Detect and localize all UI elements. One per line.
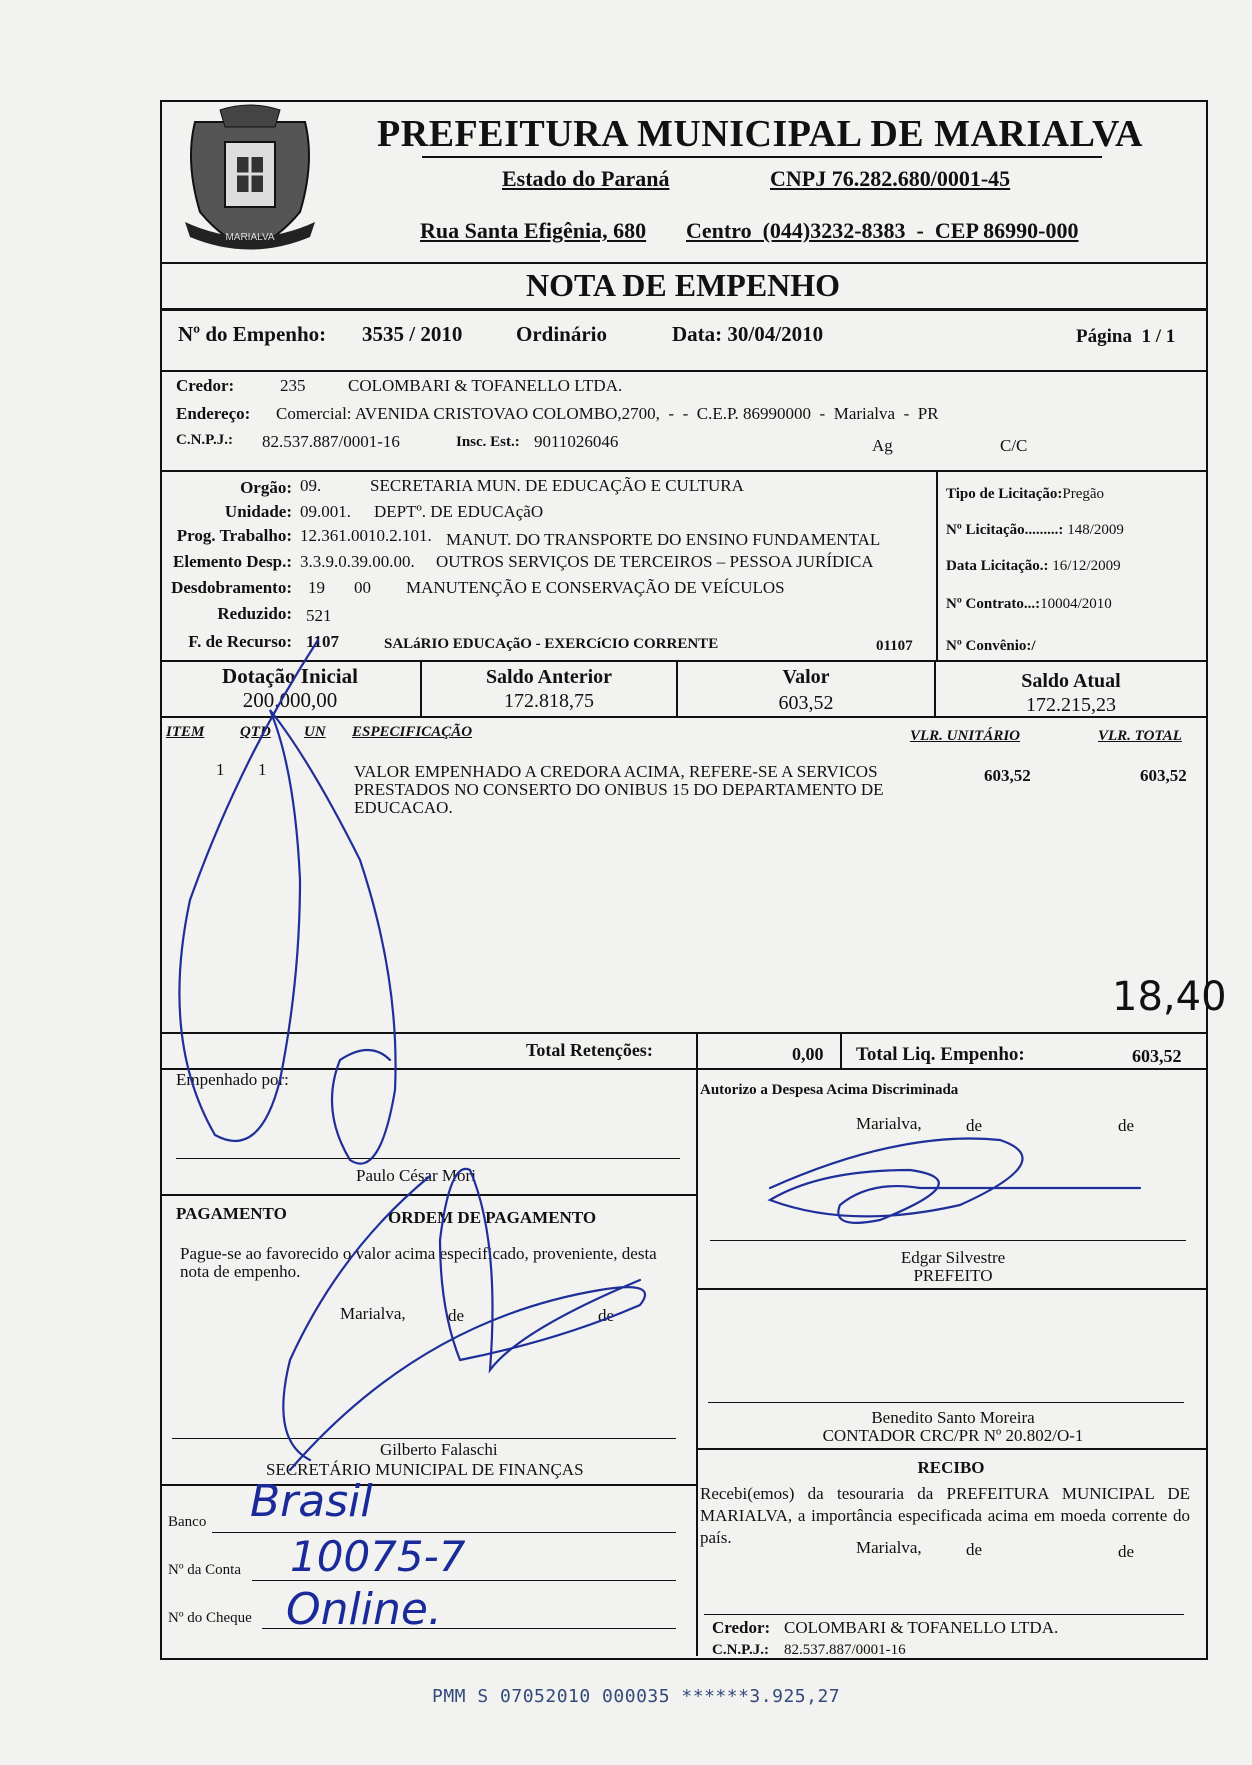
elem-code: 3.3.9.0.39.00.00.: [300, 552, 415, 571]
header-state: Estado do Paraná: [502, 166, 670, 191]
ordem-pagamento: ORDEM DE PAGAMENTO: [388, 1208, 597, 1227]
pagamento-de1: de: [448, 1306, 465, 1325]
credor-label: Credor:: [176, 376, 235, 395]
red-value: 521: [306, 606, 332, 625]
cc-label: C/C: [1000, 436, 1028, 455]
liq-value: 603,52: [1132, 1046, 1182, 1066]
recibo-cnpj: 82.537.887/0001-16: [784, 1642, 906, 1658]
recibo-text1: Recebi(emos) da tesouraria da PREFEITURA MUNICIPAL DE: [700, 1484, 1190, 1503]
credor-cnpj-label: C.N.P.J.:: [176, 432, 233, 448]
col-unit: VLR. UNITÁRIO: [910, 728, 1021, 744]
unidade-label: Unidade:: [224, 502, 292, 521]
pagamento-place: Marialva,: [340, 1304, 406, 1323]
recibo-place: Marialva,: [856, 1538, 922, 1557]
liq-label: Total Liq. Empenho:: [856, 1044, 1025, 1065]
credor-cnpj: 82.537.887/0001-16: [262, 432, 400, 451]
dotacao-label: Dotação Inicial: [222, 664, 358, 688]
conta-label: Nº da Conta: [168, 1562, 241, 1578]
payment-stamp: PMM S 07052010 000035 ******3.925,27: [432, 1686, 841, 1707]
coat-of-arms-icon: [175, 102, 325, 257]
desd-name: MANUTENÇÃO E CONSERVAÇÃO DE VEÍCULOS: [406, 578, 785, 597]
recibo-text3: país.: [700, 1528, 732, 1547]
prog-name: MANUT. DO TRANSPORTE DO ENSINO FUNDAMENTAL: [446, 530, 881, 549]
autorizo-name: Edgar Silvestre: [900, 1248, 1006, 1267]
orgao-code: 09.: [300, 476, 322, 495]
empenhado-label: Empenhado por:: [176, 1070, 289, 1089]
address-label: Endereço:: [176, 404, 251, 423]
desd-code2: 00: [354, 578, 371, 597]
rec-label: F. de Recurso:: [188, 632, 292, 651]
recibo-cnpj-label: C.N.P.J.:: [712, 1642, 769, 1658]
conta-handwritten: 10075-7: [290, 1532, 466, 1581]
valor-value: 603,52: [778, 692, 834, 714]
handwritten-note: 18,40: [1112, 974, 1227, 1020]
unidade-code: 09.001.: [300, 502, 351, 521]
col-item: ITEM: [166, 724, 205, 740]
insc-value: 9011026046: [534, 432, 619, 451]
desd-code1: 19: [308, 578, 325, 597]
credor-address: Comercial: AVENIDA CRISTOVAO COLOMBO,2700, - - C.E.P. 86990000 - Marialva - PR: [276, 404, 939, 423]
saldo-anterior-label: Saldo Anterior: [485, 666, 613, 688]
saldo-atual-label: Saldo Atual: [1021, 670, 1121, 692]
empenho-label: Nº do Empenho:: [178, 322, 327, 346]
recibo-text2: MARIALVA, a importância especificada acima em moeda corrente do: [700, 1506, 1190, 1525]
orgao-name: SECRETARIA MUN. DE EDUCAÇÃO E CULTURA: [370, 476, 744, 495]
empenho-date: Data: 30/04/2010: [672, 322, 824, 346]
valor-label: Valor: [782, 666, 830, 688]
item-qtd: 1: [258, 760, 267, 779]
autorizo-place: Marialva,: [856, 1114, 922, 1133]
recibo-de2: de: [1118, 1542, 1135, 1561]
prog-code: 12.361.0010.2.101.: [300, 526, 432, 545]
cheque-handwritten: Online.: [286, 1584, 442, 1635]
item-spec-line2: PRESTADOS NO CONSERTO DO ONIBUS 15 DO DEPARTAMENTO DE: [354, 780, 884, 799]
red-label: Reduzido:: [217, 604, 292, 623]
data-licitacao: Data Licitação.: 16/12/2009: [946, 558, 1121, 574]
saldo-atual-value: 172.215,23: [1026, 694, 1116, 716]
header-title: PREFEITURA MUNICIPAL DE MARIALVA: [377, 113, 1143, 155]
desd-label: Desdobramento:: [171, 578, 292, 597]
recibo-title: RECIBO: [917, 1458, 985, 1477]
contador-name: Benedito Santo Moreira: [871, 1408, 1035, 1427]
ag-label: Ag: [872, 436, 893, 455]
item-unit-value: 603,52: [984, 766, 1031, 785]
cheque-label: Nº do Cheque: [168, 1610, 252, 1626]
col-qtd: QTD: [240, 724, 271, 740]
header-address: Rua Santa Efigênia, 680: [420, 218, 647, 243]
num-licitacao: Nº Licitação.........: 148/2009: [946, 522, 1124, 538]
rec-code: 1107: [306, 632, 340, 651]
rec-code2: 01107: [876, 638, 913, 654]
tipo-licitacao: Tipo de Licitação:Pregão: [946, 486, 1105, 502]
pagamento-de2: de: [598, 1306, 615, 1325]
recibo-credor-name: COLOMBARI & TOFANELLO LTDA.: [784, 1618, 1059, 1637]
orgao-label: Orgão:: [240, 478, 292, 497]
dotacao-value: 200.000,00: [242, 688, 338, 712]
col-un: UN: [304, 724, 326, 740]
retencoes-label: Total Retenções:: [526, 1040, 653, 1060]
autorizo-role: PREFEITO: [913, 1266, 993, 1285]
saldo-anterior-value: 172.818,75: [504, 690, 594, 712]
pagamento-label: PAGAMENTO: [176, 1204, 287, 1223]
item-spec-line1: VALOR EMPENHADO A CREDORA ACIMA, REFERE-SE A SERVICOS: [354, 762, 878, 781]
pagamento-name: Gilberto Falaschi: [380, 1440, 498, 1459]
insc-label: Insc. Est.:: [456, 434, 520, 450]
col-espec: ESPECIFICAÇÃO: [352, 724, 473, 740]
item-spec-line3: EDUCACAO.: [354, 798, 453, 817]
coat-of-arms-text: MARIALVA: [225, 232, 275, 243]
credor-name: COLOMBARI & TOFANELLO LTDA.: [348, 376, 623, 395]
retencoes-value: 0,00: [792, 1044, 824, 1064]
num-contrato: Nº Contrato...:10004/2010: [946, 596, 1112, 612]
page-number: Página 1 / 1: [1076, 326, 1176, 347]
autorizo-de1: de: [966, 1116, 983, 1135]
doc-title: NOTA DE EMPENHO: [525, 267, 841, 303]
empenho-number: 3535 / 2010: [362, 322, 463, 346]
rec-name: SALáRIO EDUCAçãO - EXERCíCIO CORRENTE: [384, 636, 719, 652]
empenho-type: Ordinário: [516, 322, 608, 346]
banco-handwritten: Brasil: [250, 1476, 373, 1527]
credor-code: 235: [280, 376, 306, 395]
empenhado-name: Paulo César Mori: [356, 1166, 476, 1185]
pagamento-text2: nota de empenho.: [180, 1262, 301, 1281]
pagamento-text1: Pague-se ao favorecido o valor acima especificado, proveniente, desta: [180, 1244, 657, 1263]
recibo-de1: de: [966, 1540, 983, 1559]
elem-name: OUTROS SERVIÇOS DE TERCEIROS – PESSOA JURÍDICA: [436, 552, 874, 571]
item-total-value: 603,52: [1140, 766, 1187, 785]
num-convenio: Nº Convênio:/: [946, 638, 1036, 654]
elem-label: Elemento Desp.:: [173, 552, 292, 571]
unidade-name: DEPTº. DE EDUCAçãO: [374, 502, 544, 521]
col-total: VLR. TOTAL: [1098, 728, 1182, 744]
recibo-credor-label: Credor:: [712, 1618, 771, 1637]
header-contact: Centro (044)3232-8383 - CEP 86990-000: [686, 218, 1079, 243]
autorizo-de2: de: [1118, 1116, 1135, 1135]
autorizo-label: Autorizo a Despesa Acima Discriminada: [700, 1082, 959, 1098]
prog-label: Prog. Trabalho:: [176, 526, 292, 545]
banco-label: Banco: [168, 1514, 207, 1530]
title-underline: [422, 156, 1102, 158]
pagamento-role: SECRETÁRIO MUNICIPAL DE FINANÇAS: [266, 1460, 584, 1479]
contador-role: CONTADOR CRC/PR Nº 20.802/O-1: [822, 1426, 1084, 1445]
header-cnpj: CNPJ 76.282.680/0001-45: [770, 166, 1011, 191]
item-number: 1: [216, 760, 225, 779]
